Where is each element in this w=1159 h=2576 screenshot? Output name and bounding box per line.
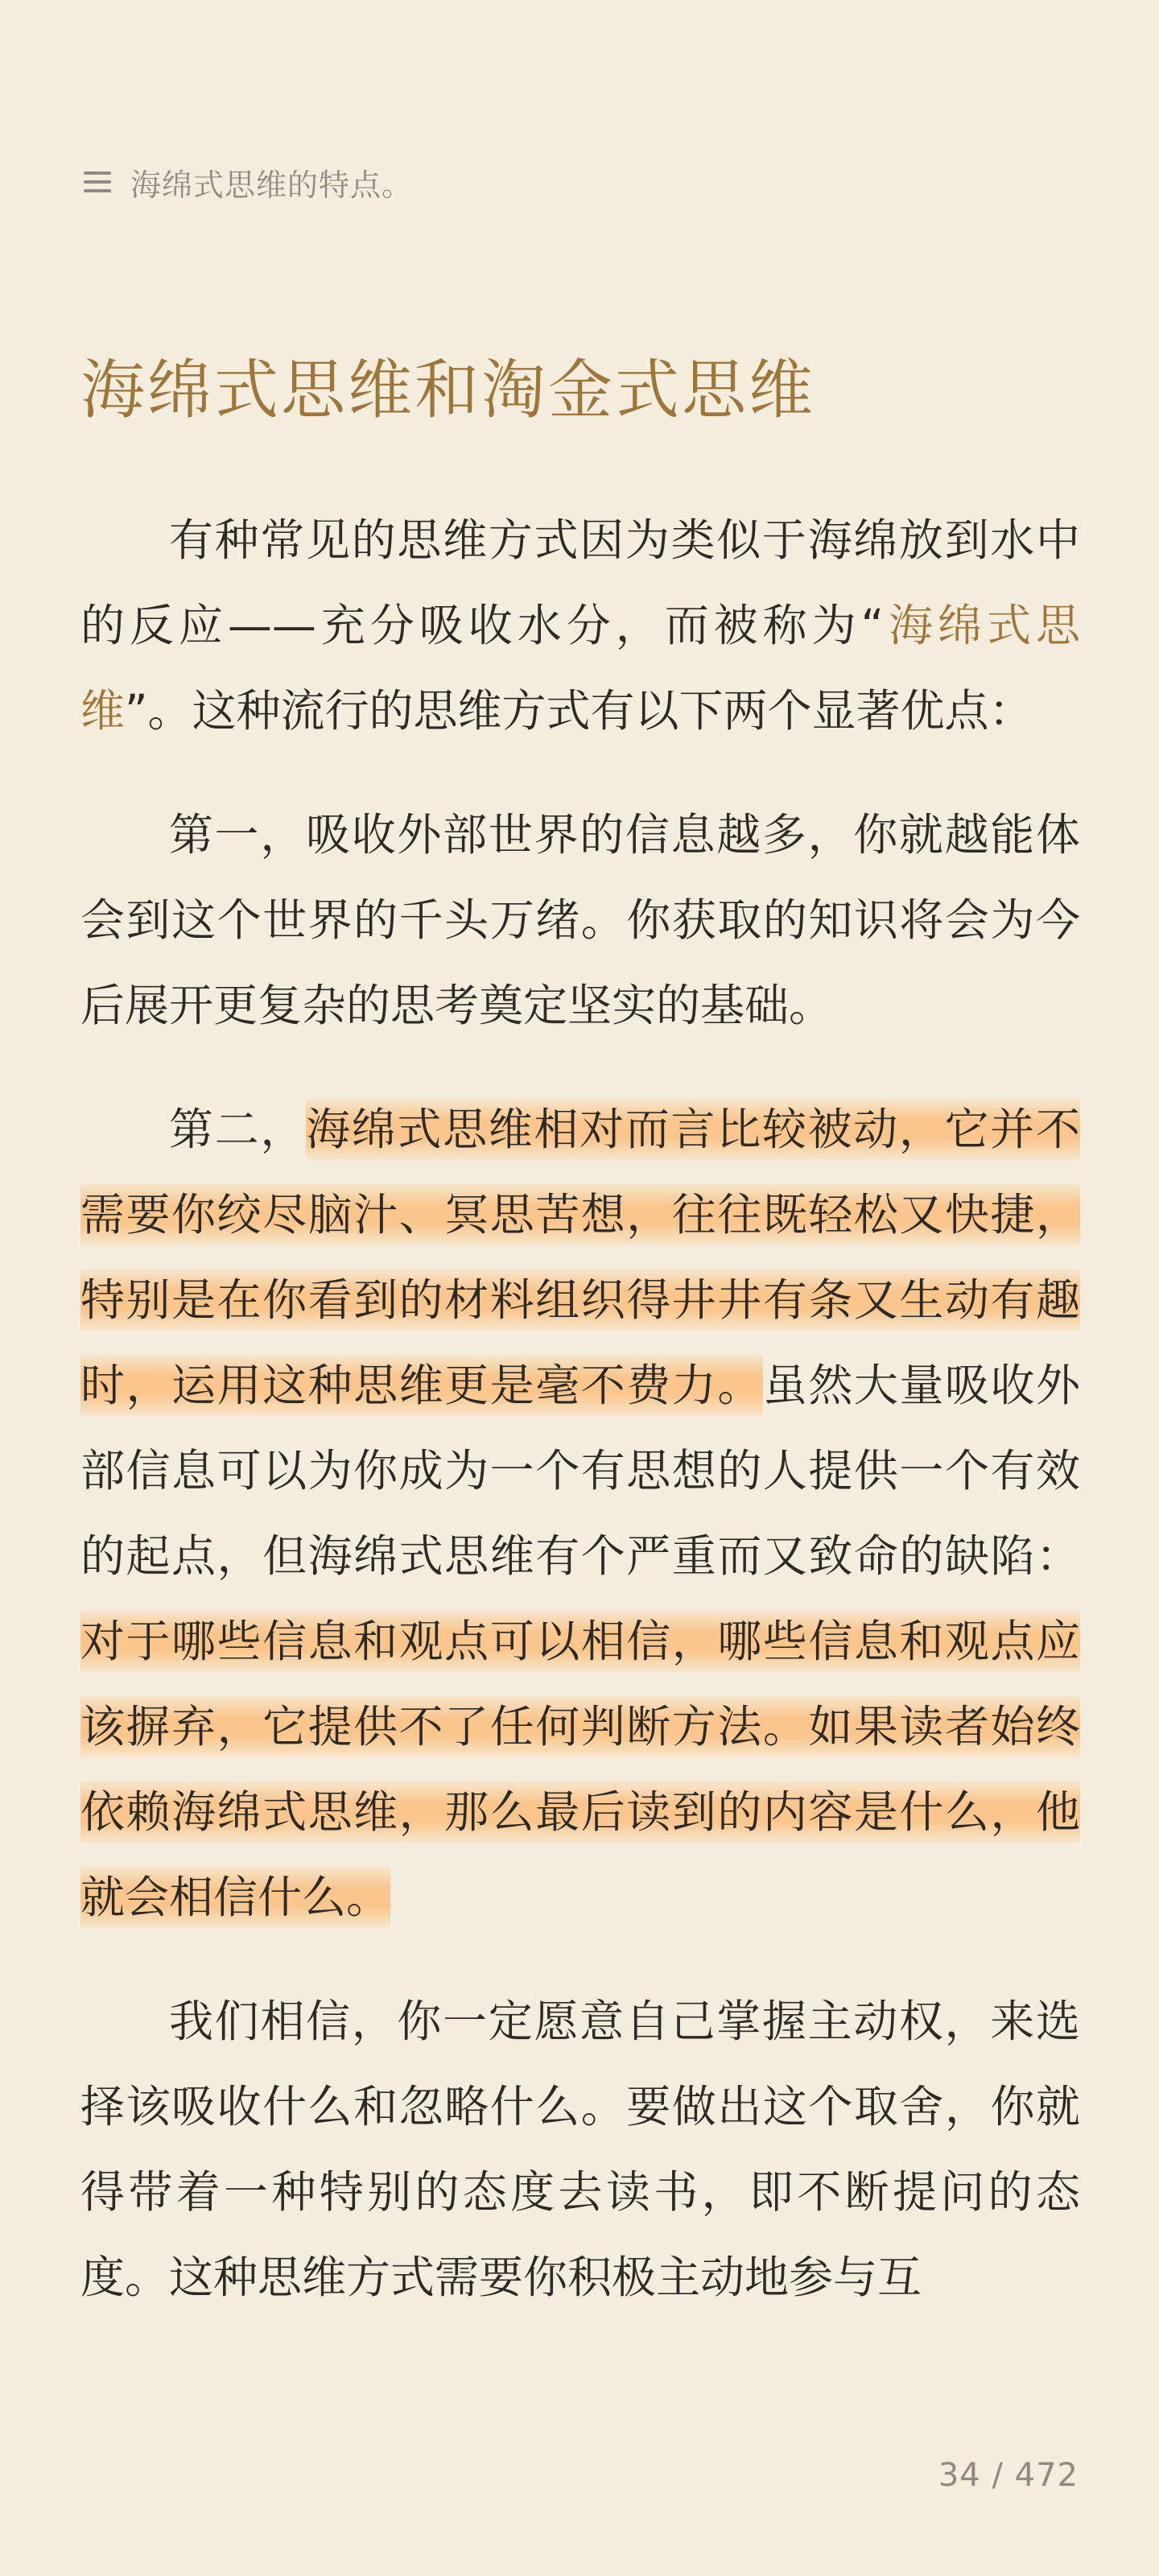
page-indicator: 34 / 472 xyxy=(938,2457,1079,2494)
paragraph-text: 虽然大量吸收外部信息可以为你成为一个有思想的人提供一个有效的起点，但海绵式思维有个严重而又致命的缺陷： xyxy=(80,1360,1080,1582)
paragraph-2: 第一，吸收外部世界的信息越多，你就越能体会到这个世界的千头万绪。你获取的知识将会为今后展开更复杂的思考奠定坚实的基础。 xyxy=(80,809,1080,1031)
current-section-label: 海绵式思维的特点。 xyxy=(130,167,414,203)
paragraph-4: 我们相信，你一定愿意自己掌握主动权，来选择该吸收什么和忽略什么。要做出这个取舍，你就得带着一种特别的态度去读书，即不断提问的态度。这种思维方式需要你积极主动地参与互 xyxy=(80,1996,1080,2303)
reading-content xyxy=(80,497,1080,2359)
paragraph-3 xyxy=(80,1087,1080,1940)
chapter-title: 海绵式思维和淘金式思维 xyxy=(80,353,815,427)
paragraph-text: 第二， xyxy=(169,1104,307,1155)
highlight-annotation[interactable]: 海绵式思维相对而言比较被动，它并不需要你绞尽脑汁、冥思苦想，往往既轻松又快捷，特别是在你看到的材料组织得井井有条又生动有趣时，运用这种思维更是毫不费力。 xyxy=(80,1099,1080,1416)
paragraph-text: 有种常见的思维方式因为类似于海绵放到水中的反应——充分吸收水分，而被称为 xyxy=(80,514,1080,651)
paragraph-text: ”。这种流行的思维方式有以下两个显著优点： xyxy=(125,685,1033,737)
paragraph-text: “ xyxy=(860,600,885,651)
table-of-contents-button[interactable] xyxy=(84,158,413,206)
menu-icon xyxy=(84,170,111,194)
highlight-annotation[interactable]: 对于哪些信息和观点可以相信，哪些信息和观点应该摒弃，它提供不了任何判断方法。如果读者始终依赖海绵式思维，那么最后读到的内容是什么，他就会相信什么。 xyxy=(80,1611,1080,1928)
term-link[interactable]: 海绵式思维 xyxy=(80,600,1080,737)
paragraph-1 xyxy=(80,497,1080,753)
